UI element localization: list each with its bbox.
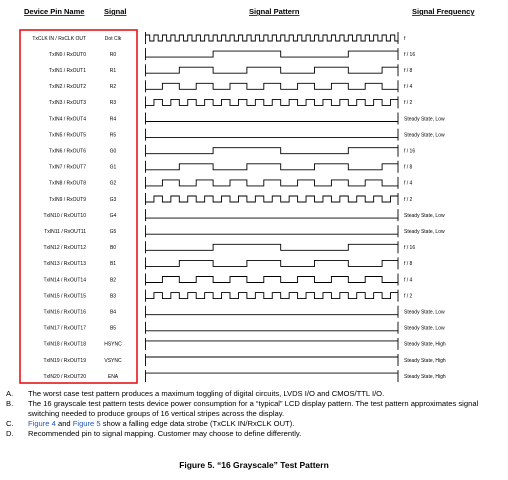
signal-row — [44, 225, 445, 237]
note-text-segment: and — [55, 418, 73, 428]
signal-frequency-label: Steady State, Low — [404, 212, 445, 219]
signal-frequency-label: f — [404, 35, 406, 42]
device-pin-label: TxIN3 / RxOUT3 — [49, 100, 86, 107]
signal-frequency-label: f / 8 — [404, 261, 413, 268]
note-text — [28, 389, 502, 398]
waveform-trace — [146, 83, 399, 89]
device-pin-label: TxIN2 / RxOUT2 — [49, 84, 86, 91]
signal-rows — [32, 32, 446, 382]
note-item — [6, 389, 502, 398]
device-pin-label: TxCLK IN / RxCLK OUT — [32, 35, 86, 42]
device-pin-label: TxIN14 / RxOUT14 — [43, 277, 86, 284]
signal-name-label: G2 — [109, 180, 117, 187]
device-pin-label: TxIN11 / RxOUT11 — [44, 229, 86, 235]
signal-name-label: HSYNC — [104, 341, 122, 348]
signal-name-label: G0 — [109, 148, 117, 155]
figure-link[interactable]: Figure 4 — [28, 418, 56, 428]
signal-frequency-label: f / 2 — [404, 293, 413, 300]
signal-row — [43, 322, 444, 334]
waveform-trace — [146, 148, 399, 154]
header-signal: Signal — [104, 7, 127, 16]
waveform-trace — [146, 196, 399, 202]
signal-row — [49, 161, 413, 173]
signal-name-label: R3 — [109, 100, 117, 107]
device-pin-label: TxIN15 / RxOUT15 — [43, 293, 86, 300]
signal-frequency-label: Steady State, Low — [404, 132, 445, 139]
note-text — [28, 429, 502, 438]
note-item — [6, 419, 502, 428]
signal-row — [43, 306, 444, 318]
note-item — [6, 429, 502, 438]
signal-frequency-label: Steady State, Low — [404, 325, 445, 332]
signal-name-label: R2 — [109, 84, 117, 91]
signal-row — [49, 177, 413, 189]
header-device-pin: Device Pin Name — [24, 7, 85, 16]
figure-link[interactable]: Figure 5 — [72, 418, 101, 428]
signal-name-label: Dot Clk — [104, 35, 122, 42]
note-text-segment: The worst case test pattern produces a maximum toggling of digital circuits, LVDS I/O and CMOS/TTL I/O. — [28, 389, 385, 398]
signal-frequency-label: Steady State, Low — [404, 229, 445, 235]
signal-frequency-label: Steady State, High — [404, 357, 446, 364]
signal-row — [43, 209, 444, 221]
device-pin-label: TxIN1 / RxOUT1 — [49, 68, 86, 74]
note-text — [28, 419, 502, 428]
signal-row — [49, 129, 445, 141]
note-letter: C. — [6, 418, 14, 428]
signal-name-label: B4 — [109, 309, 117, 316]
signal-row — [49, 145, 415, 157]
waveform-trace — [146, 67, 399, 73]
note-text — [28, 399, 502, 418]
device-pin-label: TxIN0 / RxOUT0 — [49, 51, 86, 58]
signal-row — [43, 290, 412, 302]
signal-frequency-label: Steady State, Low — [404, 309, 445, 316]
signal-name-label: B0 — [109, 245, 117, 252]
waveform-trace — [146, 180, 399, 186]
signal-name-label: R5 — [109, 132, 117, 139]
signal-frequency-label: f / 2 — [404, 196, 413, 203]
waveform-trace — [146, 244, 399, 250]
signal-frequency-label: f / 2 — [404, 100, 413, 107]
device-pin-label: TxIN10 / RxOUT10 — [43, 212, 86, 219]
device-pin-label: TxIN13 / RxOUT13 — [43, 261, 86, 268]
note-letter: D. — [6, 429, 14, 439]
signal-row — [43, 274, 412, 286]
figure-caption: Figure 5. “16 Grayscale” Test Pattern — [179, 460, 329, 470]
device-pin-label: TxIN19 / RxOUT19 — [43, 357, 86, 364]
signal-row — [43, 338, 445, 350]
signal-name-label: G1 — [109, 164, 117, 171]
signal-row — [49, 113, 445, 125]
signal-frequency-label: Steady State, Low — [404, 116, 445, 123]
note-text-segment: Recommended pin to signal mapping. Customer may choose to define differently. — [28, 429, 302, 439]
signal-row — [49, 48, 415, 60]
waveform-trace — [146, 293, 399, 299]
signal-name-label: VSYNC — [104, 357, 122, 364]
signal-row — [49, 64, 413, 76]
signal-row — [43, 241, 415, 253]
device-pin-label: TxIN20 / RxOUT20 — [43, 373, 86, 380]
device-pin-label: TxIN12 / RxOUT12 — [43, 245, 86, 252]
signal-row — [49, 80, 413, 92]
waveform-trace — [146, 51, 399, 57]
signal-frequency-label: f / 4 — [404, 180, 413, 187]
device-pin-label: TxIN16 / RxOUT16 — [43, 309, 86, 316]
device-pin-label: TxIN5 / RxOUT5 — [49, 132, 86, 139]
signal-frequency-label: f / 8 — [404, 68, 413, 74]
note-letter: A. — [6, 389, 14, 398]
note-letter: B. — [6, 399, 14, 409]
signal-name-label: ENA — [107, 373, 119, 380]
device-pin-label: TxIN7 / RxOUT7 — [49, 164, 86, 171]
signal-name-label: B3 — [109, 293, 117, 300]
note-text-segment: show a falling edge data strobe (TxCLK IN/RxCLK OUT). — [100, 418, 295, 428]
signal-row — [49, 96, 413, 108]
signal-row — [43, 354, 445, 366]
note-item — [6, 399, 502, 418]
waveform-trace — [146, 277, 399, 283]
signal-name-label: R4 — [109, 116, 117, 123]
signal-frequency-label: f / 4 — [404, 277, 413, 284]
signal-row — [43, 257, 412, 269]
note-text-segment: The 16 grayscale test pattern tests device power consumption for a “typical” LCD display pattern. The test pattern approximates signal switching needed to produce groups of 16 vertical stripes across the display. — [28, 399, 479, 418]
device-pin-label: TxIN6 / RxOUT6 — [49, 148, 86, 155]
signal-frequency-label: f / 16 — [404, 245, 416, 252]
header-signal-frequency: Signal Frequency — [412, 7, 475, 16]
device-pin-label: TxIN17 / RxOUT17 — [43, 325, 86, 332]
waveform-trace — [146, 99, 399, 105]
waveform-trace — [146, 35, 399, 41]
signal-name-label: G4 — [109, 212, 117, 219]
signal-name-label: R1 — [109, 68, 117, 74]
header-signal-pattern: Signal Pattern — [249, 7, 300, 16]
signal-frequency-label: f / 8 — [404, 164, 413, 171]
device-pin-label: TxIN18 / RxOUT18 — [43, 341, 86, 348]
signal-name-label: G3 — [109, 196, 117, 203]
signal-row — [32, 32, 406, 44]
notes-list — [6, 389, 502, 439]
signal-name-label: B2 — [109, 277, 117, 284]
signal-frequency-label: f / 4 — [404, 84, 413, 91]
signal-frequency-label: Steady State, High — [404, 341, 446, 348]
waveform-trace — [146, 260, 399, 266]
signal-frequency-label: Steady State, High — [404, 373, 446, 380]
waveform-trace — [146, 164, 399, 170]
signal-name-label: G5 — [109, 229, 117, 235]
signal-frequency-label: f / 16 — [404, 51, 416, 58]
signal-name-label: B5 — [109, 325, 117, 332]
signal-row — [43, 370, 445, 382]
device-pin-label: TxIN4 / RxOUT4 — [49, 116, 86, 123]
signal-row — [49, 193, 413, 205]
signal-frequency-label: f / 16 — [404, 148, 416, 155]
signal-name-label: B1 — [109, 261, 117, 268]
device-pin-label: TxIN9 / RxOUT9 — [49, 196, 86, 203]
device-pin-label: TxIN8 / RxOUT8 — [49, 180, 86, 187]
signal-name-label: R0 — [109, 51, 117, 58]
